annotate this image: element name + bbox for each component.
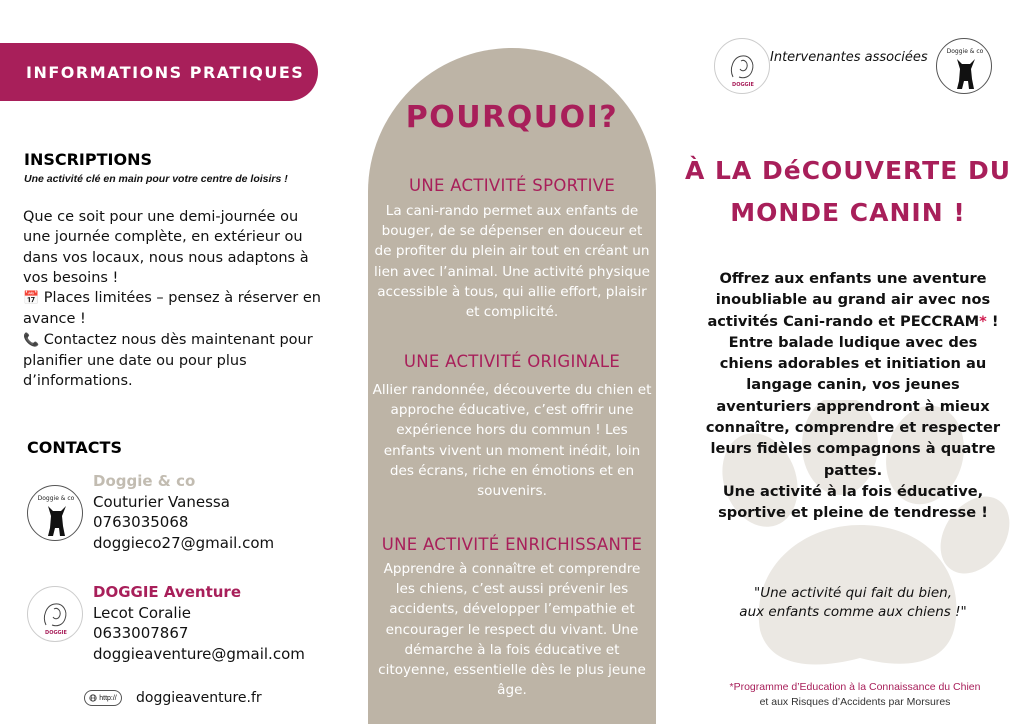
associate-logo-doggie-co-text: Doggie & co bbox=[946, 48, 984, 55]
contact-person: Couturier Vanessa bbox=[93, 492, 230, 511]
contact-text: Contactez nous dès maintenant pour planifier une date ou pour plus d’informations. bbox=[23, 331, 313, 390]
website-row bbox=[84, 690, 262, 706]
doggie-aventure-logo-text: DOGGIE bbox=[45, 630, 67, 636]
contact-email[interactable]: doggieco27@gmail.com bbox=[93, 533, 275, 552]
contact-person: Lecot Coralie bbox=[93, 603, 191, 622]
contact-org: DOGGIE Aventure bbox=[93, 583, 242, 601]
intro-star: * bbox=[979, 312, 987, 330]
contact-doggie-co bbox=[93, 471, 274, 553]
inscriptions-subtitle: Une activité clé en main pour votre centre de loisirs ! bbox=[24, 173, 288, 185]
main-title-line2: MONDE CANIN ! bbox=[730, 198, 966, 227]
info-banner bbox=[0, 43, 318, 101]
contact-phone[interactable]: 0633007867 bbox=[93, 624, 189, 642]
activity-heading-enrichissante: UNE ACTIVITÉ ENRICHISSANTE bbox=[381, 535, 643, 554]
website-link[interactable]: doggieaventure.fr bbox=[136, 690, 262, 706]
footnote-line1: *Programme d’Education à la Connaissance du Chien bbox=[729, 681, 981, 693]
quote-line2: aux enfants comme aux chiens !" bbox=[739, 604, 967, 620]
activity-text-enrichissante: Apprendre à connaître et comprendre les chiens, c’est aussi prévenir les accidents, développer l’empathie et encourager le respect du vivant. Une démarche à la fois éducative et citoyenne, essentielle dès le plus jeune âge. bbox=[378, 561, 646, 699]
inscriptions-paragraph: Que ce soit pour une demi-journée ou une journée complète, en extérieur ou dans vos locaux, nous nous adaptons à vos besoins ! bbox=[23, 209, 309, 286]
web-badge-text: http:// bbox=[99, 694, 117, 702]
associate-logo-doggie-aventure-text: DOGGIE bbox=[732, 82, 754, 88]
info-banner-label: INFORMATIONS PRATIQUES bbox=[26, 62, 305, 82]
main-title-line1: À LA DéCOUVERTE DU bbox=[684, 156, 1012, 185]
inscriptions-title: INSCRIPTIONS bbox=[24, 150, 152, 169]
contact-doggie-aventure bbox=[93, 582, 305, 664]
doggie-co-logo bbox=[27, 485, 83, 541]
places-text: Places limitées – pensez à réserver en avance ! bbox=[23, 290, 321, 328]
intro-text bbox=[700, 268, 1006, 524]
doggie-aventure-logo bbox=[27, 586, 83, 642]
intro-part2: ! Entre balade ludique avec des chiens adorables et initiation au langage canin, vos jeunes aventuriers apprendront à mieux connaître, comprendre et respecter leurs fidèles compagnons à quatre pattes. bbox=[705, 312, 1001, 479]
places-line bbox=[23, 288, 323, 330]
activity-text-sportive: La cani-rando permet aux enfants de bouger, de se dépenser en douceur et de profiter du plein air tout en créant un lien avec l’animal. Une activité physique accessible à tous, qui allie effort, plaisir et complicité. bbox=[374, 203, 650, 321]
contact-email[interactable]: doggieaventure@gmail.com bbox=[93, 644, 305, 663]
intro-part1: Offrez aux enfants une aventure inoubliable au grand air avec nos activités Cani-rando et PECCRAM bbox=[707, 270, 991, 330]
quote bbox=[700, 584, 1006, 622]
footnote bbox=[690, 680, 1020, 709]
activity-text-originale: Allier randonnée, découverte du chien et approche éducative, c’est offrir une expérience hors du commun ! Les enfants vivent un moment inédit, loin des écrans, riche en émotions et en souvenirs. bbox=[372, 382, 652, 500]
inscriptions-text bbox=[23, 207, 323, 392]
associate-logo-doggie-aventure bbox=[714, 38, 770, 94]
contact-org: Doggie & co bbox=[93, 472, 196, 490]
phone-icon: 📞 bbox=[23, 332, 40, 348]
main-title bbox=[680, 150, 1016, 234]
activity-heading-sportive: UNE ACTIVITÉ SPORTIVE bbox=[408, 176, 616, 195]
contact-phone[interactable]: 0763035068 bbox=[93, 513, 189, 531]
contact-line bbox=[23, 330, 323, 392]
associates-label: Intervenantes associées bbox=[770, 50, 928, 65]
associate-logo-doggie-co bbox=[936, 38, 992, 94]
web-badge bbox=[84, 690, 122, 706]
quote-line1: "Une activité qui fait du bien, bbox=[753, 585, 953, 601]
activity-heading-originale: UNE ACTIVITÉ ORIGINALE bbox=[403, 352, 621, 371]
globe-icon bbox=[89, 694, 97, 702]
intro-part3: Une activité à la fois éducative, sportive et pleine de tendresse ! bbox=[718, 482, 988, 522]
calendar-icon: 📅 bbox=[23, 291, 40, 307]
doggie-co-logo-text: Doggie & co bbox=[37, 495, 75, 502]
contacts-title: CONTACTS bbox=[27, 438, 122, 457]
pourquoi-title: POURQUOI? bbox=[405, 100, 619, 135]
footnote-line2: et aux Risques d’Accidents par Morsures bbox=[759, 695, 951, 708]
